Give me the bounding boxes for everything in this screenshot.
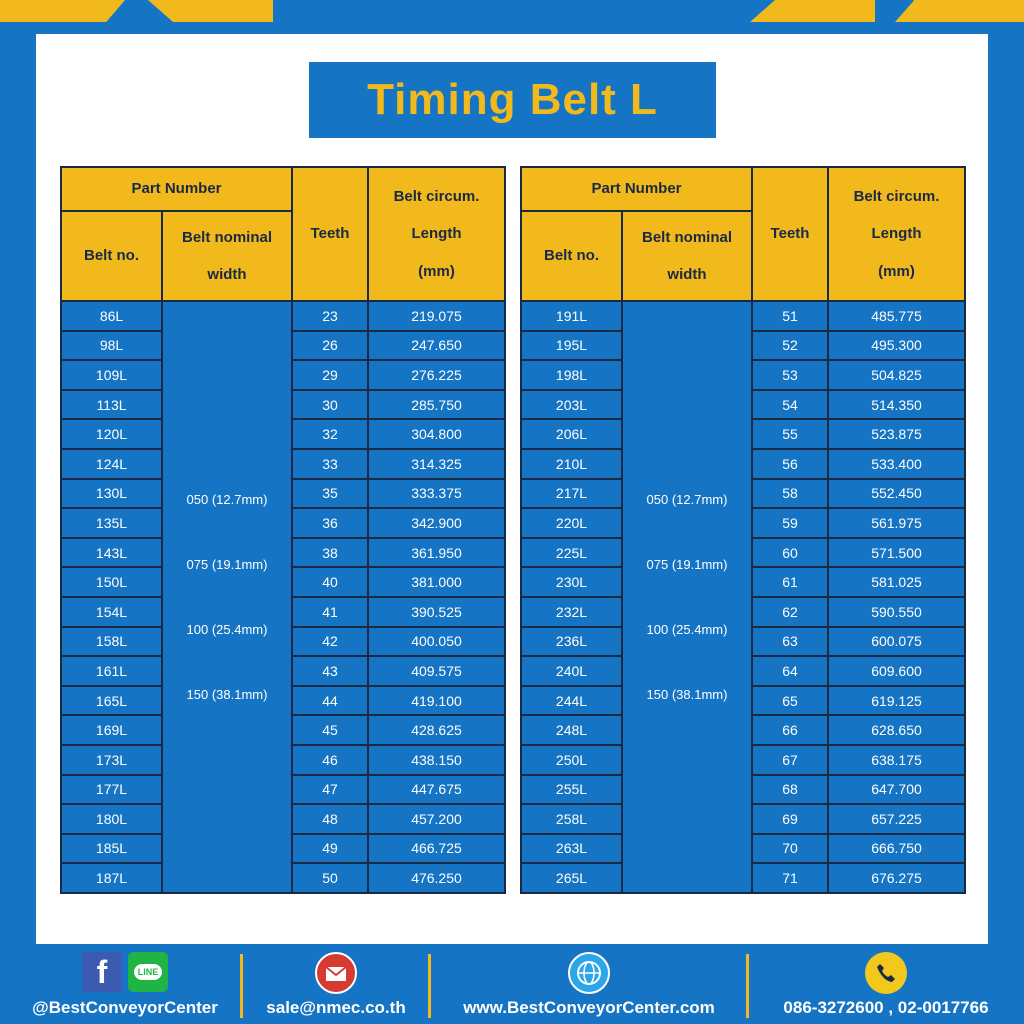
belt-no-cell: 143L: [61, 538, 162, 568]
teeth-cell: 29: [292, 360, 368, 390]
circum-header-line: (mm): [418, 262, 455, 280]
teeth-cell: 47: [292, 775, 368, 805]
footer: [0, 948, 1024, 1024]
belt-no-cell: 203L: [521, 390, 622, 420]
footer-divider: [240, 954, 243, 1018]
teeth-cell: 50: [292, 863, 368, 893]
belt-no-cell: 130L: [61, 479, 162, 509]
teeth-cell: 59: [752, 508, 828, 538]
circum-header: [828, 167, 965, 301]
length-cell: 333.375: [368, 479, 505, 509]
teeth-cell: 54: [752, 390, 828, 420]
mail-icon: [315, 952, 357, 994]
belt-no-cell: 195L: [521, 331, 622, 361]
length-cell: 561.975: [828, 508, 965, 538]
teeth-cell: 33: [292, 449, 368, 479]
part-number-header: Part Number: [521, 167, 752, 211]
teeth-cell: 58: [752, 479, 828, 509]
footer-divider: [428, 954, 431, 1018]
belt-table-right: [520, 166, 966, 894]
length-cell: 447.675: [368, 775, 505, 805]
length-cell: 466.725: [368, 834, 505, 864]
length-cell: 514.350: [828, 390, 965, 420]
teeth-cell: 35: [292, 479, 368, 509]
teeth-cell: 51: [752, 301, 828, 331]
circum-header-line: Length: [871, 225, 922, 243]
facebook-logo-text: f: [96, 953, 108, 990]
length-cell: 504.825: [828, 360, 965, 390]
teeth-cell: 43: [292, 656, 368, 686]
belt-no-cell: 230L: [521, 567, 622, 597]
belt-no-cell: 150L: [61, 567, 162, 597]
circum-header-line: Belt circum.: [853, 187, 940, 205]
length-cell: 419.100: [368, 686, 505, 716]
teeth-cell: 36: [292, 508, 368, 538]
belt-no-cell: 124L: [61, 449, 162, 479]
teeth-cell: 46: [292, 745, 368, 775]
length-cell: 533.400: [828, 449, 965, 479]
teeth-cell: 41: [292, 597, 368, 627]
nominal-width-option: 150 (38.1mm): [646, 686, 728, 702]
nominal-width-cell: [162, 301, 292, 893]
table-row: [521, 301, 965, 331]
teeth-cell: 64: [752, 656, 828, 686]
belt-no-cell: 120L: [61, 419, 162, 449]
line-icon[interactable]: [128, 952, 168, 992]
belt-no-cell: 191L: [521, 301, 622, 331]
length-cell: 609.600: [828, 656, 965, 686]
globe-icon: [568, 952, 610, 994]
nominal-width-option: 100 (25.4mm): [646, 621, 728, 637]
belt-no-cell: 86L: [61, 301, 162, 331]
circum-header-line: Belt circum.: [393, 187, 480, 205]
footer-phone: [754, 948, 1018, 1024]
teeth-cell: 38: [292, 538, 368, 568]
nominal-width-option: 075 (19.1mm): [646, 556, 728, 572]
nominal-width-option: 050 (12.7mm): [646, 491, 728, 507]
length-cell: 600.075: [828, 627, 965, 657]
teeth-cell: 61: [752, 567, 828, 597]
length-cell: 381.000: [368, 567, 505, 597]
length-cell: 666.750: [828, 834, 965, 864]
teeth-cell: 71: [752, 863, 828, 893]
teeth-cell: 48: [292, 804, 368, 834]
nominal-width-header-line: Belt nominal: [181, 228, 272, 246]
teeth-cell: 52: [752, 331, 828, 361]
nominal-width-option: 075 (19.1mm): [186, 556, 268, 572]
right-table-body: [521, 301, 965, 893]
circum-header-line: Length: [411, 225, 462, 243]
teeth-cell: 63: [752, 627, 828, 657]
belt-no-cell: 165L: [61, 686, 162, 716]
belt-no-cell: 248L: [521, 715, 622, 745]
length-cell: 361.950: [368, 538, 505, 568]
belt-no-cell: 217L: [521, 479, 622, 509]
top-stripe: [0, 0, 125, 22]
top-stripe: [148, 0, 273, 22]
length-cell: 571.500: [828, 538, 965, 568]
length-cell: 247.650: [368, 331, 505, 361]
belt-no-cell: 177L: [61, 775, 162, 805]
teeth-cell: 66: [752, 715, 828, 745]
belt-no-header: Belt no.: [61, 211, 162, 301]
title-banner: [309, 62, 716, 138]
length-cell: 590.550: [828, 597, 965, 627]
teeth-cell: 67: [752, 745, 828, 775]
footer-social: [14, 948, 236, 1024]
teeth-cell: 32: [292, 419, 368, 449]
circum-header: [368, 167, 505, 301]
teeth-header: Teeth: [292, 167, 368, 301]
length-cell: 476.250: [368, 863, 505, 893]
left-table-body: [61, 301, 505, 893]
nominal-width-option: 050 (12.7mm): [186, 491, 268, 507]
belt-no-cell: 158L: [61, 627, 162, 657]
phone-numbers[interactable]: 086-3272600 , 02-0017766: [783, 998, 989, 1017]
teeth-cell: 56: [752, 449, 828, 479]
teeth-header: Teeth: [752, 167, 828, 301]
length-cell: 657.225: [828, 804, 965, 834]
belt-no-cell: 220L: [521, 508, 622, 538]
belt-no-cell: 240L: [521, 656, 622, 686]
belt-table-left: [60, 166, 506, 894]
facebook-icon[interactable]: [82, 952, 122, 992]
belt-no-cell: 109L: [61, 360, 162, 390]
social-handle[interactable]: @BestConveyorCenter: [32, 998, 218, 1017]
belt-no-cell: 187L: [61, 863, 162, 893]
footer-email: [248, 948, 424, 1024]
belt-no-cell: 255L: [521, 775, 622, 805]
length-cell: 438.150: [368, 745, 505, 775]
length-cell: 390.525: [368, 597, 505, 627]
length-cell: 428.625: [368, 715, 505, 745]
page-title: Timing Belt L: [367, 75, 658, 124]
length-cell: 638.175: [828, 745, 965, 775]
nominal-width-header: [622, 211, 752, 301]
email-link[interactable]: sale@nmec.co.th: [266, 998, 406, 1017]
belt-no-cell: 244L: [521, 686, 622, 716]
length-cell: 314.325: [368, 449, 505, 479]
belt-no-cell: 135L: [61, 508, 162, 538]
belt-no-cell: 236L: [521, 627, 622, 657]
footer-divider: [746, 954, 749, 1018]
teeth-cell: 30: [292, 390, 368, 420]
belt-no-cell: 250L: [521, 745, 622, 775]
nominal-width-header-line: width: [207, 266, 247, 283]
belt-no-cell: 265L: [521, 863, 622, 893]
nominal-width-cell: [622, 301, 752, 893]
nominal-width-option: 100 (25.4mm): [186, 621, 268, 637]
line-logo-text: LINE: [134, 964, 163, 980]
teeth-cell: 40: [292, 567, 368, 597]
nominal-width-option: 150 (38.1mm): [186, 686, 268, 702]
teeth-cell: 55: [752, 419, 828, 449]
nominal-width-header: [162, 211, 292, 301]
length-cell: 457.200: [368, 804, 505, 834]
belt-no-cell: 263L: [521, 834, 622, 864]
length-cell: 628.650: [828, 715, 965, 745]
length-cell: 400.050: [368, 627, 505, 657]
teeth-cell: 70: [752, 834, 828, 864]
footer-website: [436, 948, 742, 1024]
teeth-cell: 53: [752, 360, 828, 390]
circum-header-line: (mm): [878, 262, 915, 280]
belt-no-cell: 161L: [61, 656, 162, 686]
teeth-cell: 44: [292, 686, 368, 716]
length-cell: 523.875: [828, 419, 965, 449]
length-cell: 219.075: [368, 301, 505, 331]
teeth-cell: 68: [752, 775, 828, 805]
length-cell: 276.225: [368, 360, 505, 390]
teeth-cell: 26: [292, 331, 368, 361]
teeth-cell: 65: [752, 686, 828, 716]
teeth-cell: 62: [752, 597, 828, 627]
teeth-cell: 69: [752, 804, 828, 834]
teeth-cell: 23: [292, 301, 368, 331]
top-stripe: [750, 0, 875, 22]
length-cell: 552.450: [828, 479, 965, 509]
length-cell: 342.900: [368, 508, 505, 538]
length-cell: 485.775: [828, 301, 965, 331]
teeth-cell: 42: [292, 627, 368, 657]
teeth-cell: 49: [292, 834, 368, 864]
teeth-cell: 60: [752, 538, 828, 568]
belt-no-cell: 258L: [521, 804, 622, 834]
table-row: [61, 301, 505, 331]
belt-no-header: Belt no.: [521, 211, 622, 301]
length-cell: 647.700: [828, 775, 965, 805]
nominal-width-header-line: width: [667, 266, 707, 283]
length-cell: 495.300: [828, 331, 965, 361]
length-cell: 409.575: [368, 656, 505, 686]
belt-no-cell: 225L: [521, 538, 622, 568]
belt-no-cell: 198L: [521, 360, 622, 390]
website-link[interactable]: www.BestConveyorCenter.com: [463, 998, 715, 1017]
teeth-cell: 45: [292, 715, 368, 745]
belt-no-cell: 180L: [61, 804, 162, 834]
top-stripe: [895, 0, 1024, 22]
length-cell: 304.800: [368, 419, 505, 449]
belt-no-cell: 206L: [521, 419, 622, 449]
length-cell: 285.750: [368, 390, 505, 420]
length-cell: 676.275: [828, 863, 965, 893]
belt-no-cell: 173L: [61, 745, 162, 775]
belt-no-cell: 210L: [521, 449, 622, 479]
nominal-width-header-line: Belt nominal: [641, 228, 732, 246]
phone-icon: [865, 952, 907, 994]
belt-no-cell: 113L: [61, 390, 162, 420]
length-cell: 581.025: [828, 567, 965, 597]
content-panel: [36, 34, 988, 944]
belt-no-cell: 232L: [521, 597, 622, 627]
belt-no-cell: 154L: [61, 597, 162, 627]
belt-no-cell: 98L: [61, 331, 162, 361]
belt-no-cell: 169L: [61, 715, 162, 745]
length-cell: 619.125: [828, 686, 965, 716]
part-number-header: Part Number: [61, 167, 292, 211]
belt-no-cell: 185L: [61, 834, 162, 864]
